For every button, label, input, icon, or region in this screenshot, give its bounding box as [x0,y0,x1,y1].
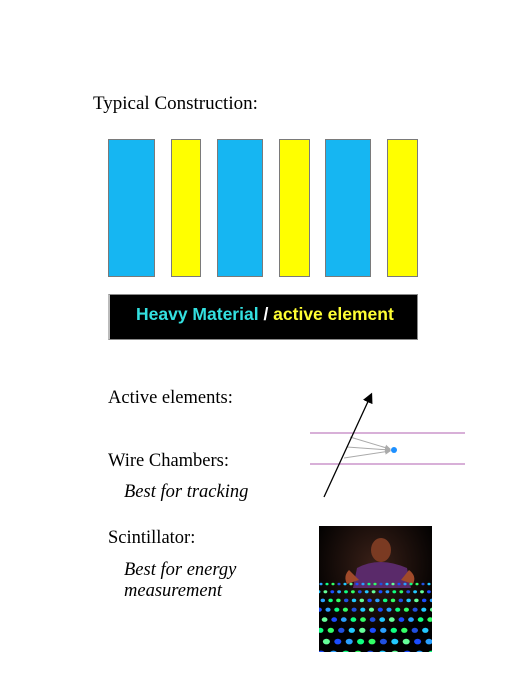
scintillator-cell [380,628,386,633]
scintillator-cell [427,590,431,593]
wire-chambers-note: Best for tracking [124,482,249,502]
scintillator-cell [360,599,364,603]
scintillator-cell [331,617,337,622]
scintillator-cell [421,608,426,612]
page-title: Typical Construction: [93,93,258,114]
scintillator-cell [389,617,395,622]
scintillator-cell [352,608,357,612]
active-elements-heading: Active elements: [108,388,233,408]
scintillator-cell [351,590,355,593]
scintillator-array-image [319,526,432,652]
scintillator-cell [360,617,366,622]
scintillator-cell [409,583,412,586]
scintillator-cell [412,628,418,633]
scintillator-cell [331,583,334,586]
layer-bar [217,139,263,277]
scintillator-cell [414,639,421,645]
scintillator-cell [323,590,327,593]
scintillator-cell [334,639,341,645]
scintillator-cell [330,590,334,593]
scintillator-cell [391,639,398,645]
scintillator-cell [379,590,383,593]
scintillator-cell [325,608,330,612]
scintillator-cell [325,583,328,586]
scintillator-cell [372,590,376,593]
scintillator-cell [415,583,418,586]
scintillator-cell [392,590,396,593]
scintillator-cell [406,590,410,593]
scintillator-note-line1: Best for energy [124,560,237,580]
layer-bar [387,139,418,277]
scintillator-cell [391,628,397,633]
material-legend [108,294,418,340]
scintillator-cell [337,590,341,593]
scintillator-cell [343,608,348,612]
wire-chamber-diagram [300,385,470,505]
scintillator-cell [422,628,428,633]
scintillator-cell [343,583,346,586]
scintillator-cell [349,583,352,586]
scintillator-cell [357,639,364,645]
legend-active-label: active element [273,304,394,324]
scintillator-cell [403,639,410,645]
scintillator-cell [408,617,414,622]
scintillator-cell [359,628,365,633]
scintillator-cell [420,590,424,593]
scintillator-cell [349,628,355,633]
scintillator-cell [358,590,362,593]
scintillator-cell [328,599,332,603]
sense-wire-dot [391,447,397,453]
legend-separator: / [258,304,274,324]
scintillator-cell [421,583,424,586]
wire-chambers-label: Wire Chambers: [108,451,230,471]
scintillator-note [124,560,236,602]
scintillator-cell [414,599,418,603]
scintillator-cell [322,617,328,622]
scintillator-cell [391,583,394,586]
scintillator-cell [319,583,322,586]
scintillator-cell [365,590,369,593]
scintillator-cell [383,599,387,603]
scintillator-cell [379,617,385,622]
scintillator-cell [391,599,395,603]
layer-bar [108,139,155,277]
scintillator-cell [370,628,376,633]
scintillator-cell [399,617,405,622]
scintillator-cell [403,583,406,586]
scintillator-cell [422,599,426,603]
scintillator-cell [373,583,376,586]
scintillator-cell [367,599,371,603]
particle-track-arrow [324,395,371,497]
scintillator-cell [401,628,407,633]
scintillator-cell [379,583,382,586]
scintillator-cell [404,608,409,612]
layer-bar [279,139,310,277]
scintillator-cell [355,583,358,586]
scintillator-cell [351,617,357,622]
scintillator-cell [367,583,370,586]
scintillator-cell [385,590,389,593]
scintillator-cell [368,639,375,645]
scintillator-cell [397,583,400,586]
scintillator-cell [334,608,339,612]
layer-bar [171,139,201,277]
scintillator-cell [385,583,388,586]
scintillator-cell [413,590,417,593]
scintillator-cell [418,617,424,622]
scintillator-cell [375,599,379,603]
scintillator-cell [360,608,365,612]
scintillator-cell [369,608,374,612]
scintillator-photo [319,526,432,652]
scintillator-cell [370,617,376,622]
scintillator-cell [399,590,403,593]
scintillator-cell [323,639,330,645]
scintillator-cell [399,599,403,603]
scintillator-cell [413,608,418,612]
layer-bar [325,139,371,277]
scintillator-cell [380,639,387,645]
scintillator-cell [336,599,340,603]
legend-heavy-label: Heavy Material [136,304,259,324]
scintillator-cell [341,617,347,622]
scintillator-cell [338,628,344,633]
scintillator-cell [344,590,348,593]
scintillator-cell [346,639,353,645]
scintillator-cell [427,583,430,586]
scintillator-cell [344,599,348,603]
scintillator-cell [352,599,356,603]
scintillator-cell [395,608,400,612]
scintillator-cell [386,608,391,612]
scintillator-note-line2: measurement [124,581,222,601]
scintillator-cell [337,583,340,586]
scintillator-cell [321,599,325,603]
scintillator-cell [361,583,364,586]
scintillator-cell [328,628,334,633]
scintillator-label: Scintillator: [108,528,196,548]
scintillator-cell [406,599,410,603]
scintillator-cell [378,608,383,612]
